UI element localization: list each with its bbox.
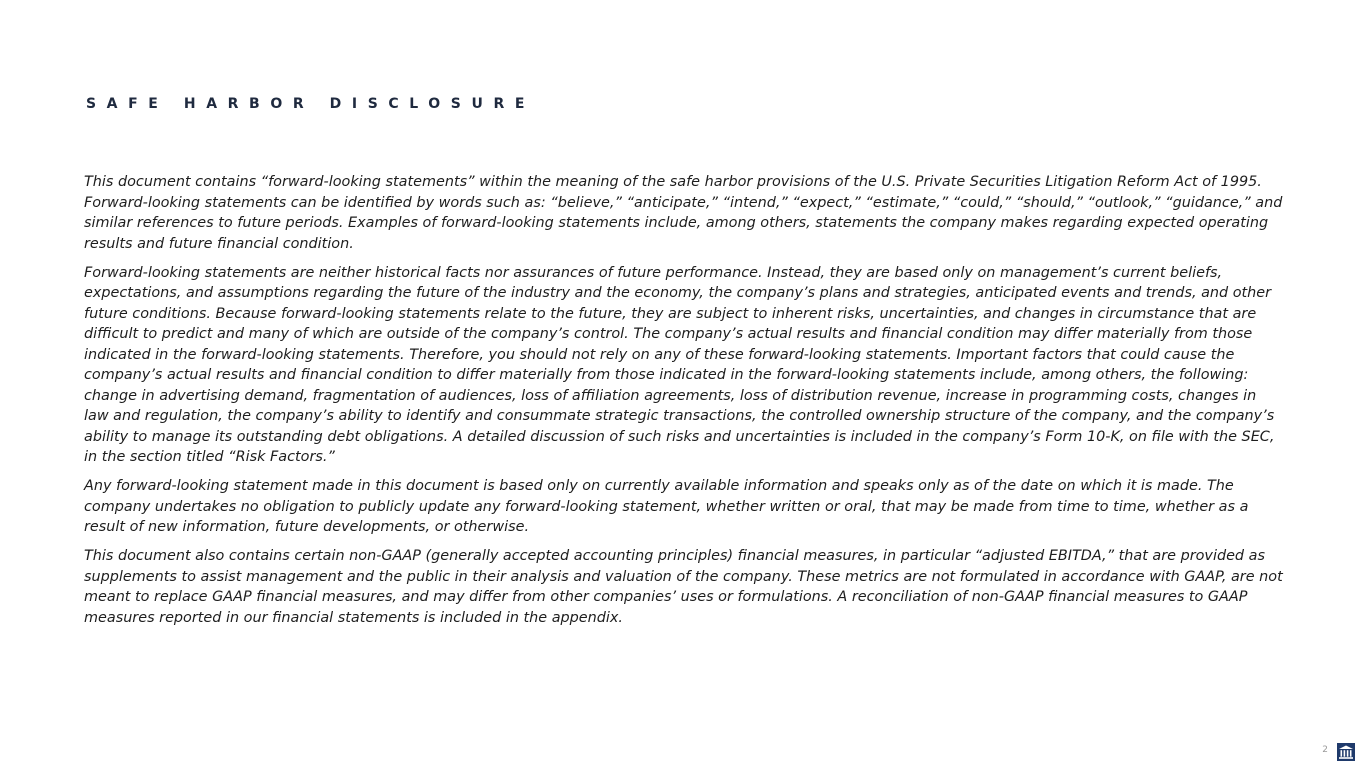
page-number: 2 — [1322, 745, 1328, 755]
paragraph-no-update-obligation: Any forward-looking statement made in this document is based only on currently available information and speaks only as of the date on which it is made. The company undertakes no obligation to publicly update any forward-looking statement, whether written or oral, that may be made from time to time, whether as a result of new information, future developments, or otherwise. — [84, 478, 1249, 535]
paragraph-non-gaap: This document also contains certain non-GAAP (generally accepted accounting principles) financial measures, in particular “adjusted EBITDA,” that are provided as supplements to assist management and the public in their analysis and valuation of the company. These metrics are not formulated in accordance with GAAP, are not meant to replace GAAP financial measures, and may differ from other companies’ uses or formulations. A reconciliation of non-GAAP financial measures to GAAP measures reported in our financial statements is included in the appendix. — [84, 548, 1283, 626]
paragraph-forward-looking-intro: This document contains “forward-looking statements” within the meaning of the safe harbor provisions of the U.S. Private Securities Litigation Reform Act of 1995. Forward-looking statements can be identified by words such as: “believe,” “anticipate,” “intend,” “expect,” “estimate,” “could,” “should,” “outlook,” “guidance,” and similar references to future periods. Examples of forward-looking statements include, among others, statements the company makes regarding expected operating results and future financial condition. — [84, 174, 1283, 252]
paragraph-risks: Forward-looking statements are neither historical facts nor assurances of future performance. Instead, they are based only on management’s current beliefs, expectations, and assumptions regarding the future of the industry and the economy, the company’s plans and strategies, anticipated events and trends, and other future conditions. Because forward-looking statements relate to the future, they are subject to inherent risks, uncertainties, and changes in circumstance that are difficult to predict and many of which are outside of the company’s control. The company’s actual results and financial condition may differ materially from those indicated in the forward-looking statements. Therefore, you should not rely on any of these forward-looking statements. Important factors that could cause the company’s actual results and financial condition to differ materially from those indicated in the forward-looking statements include, among others, the following: change in advertising demand, fragmentation of audiences, loss of affiliation agreements, loss of distribution revenue, increase in programming costs, changes in law and regulation, the company’s ability to identify and consummate strategic transactions, the controlled ownership structure of the company, and the company’s ability to manage its outstanding debt obligations. A detailed discussion of such risks and uncertainties is included in the company’s Form 10-K, on file with the SEC, in the section titled “Risk Factors.” — [84, 264, 1275, 465]
building-icon — [1337, 743, 1355, 761]
disclosure-body — [84, 172, 1284, 637]
slide-title: SAFE HARBOR DISCLOSURE — [86, 96, 535, 112]
